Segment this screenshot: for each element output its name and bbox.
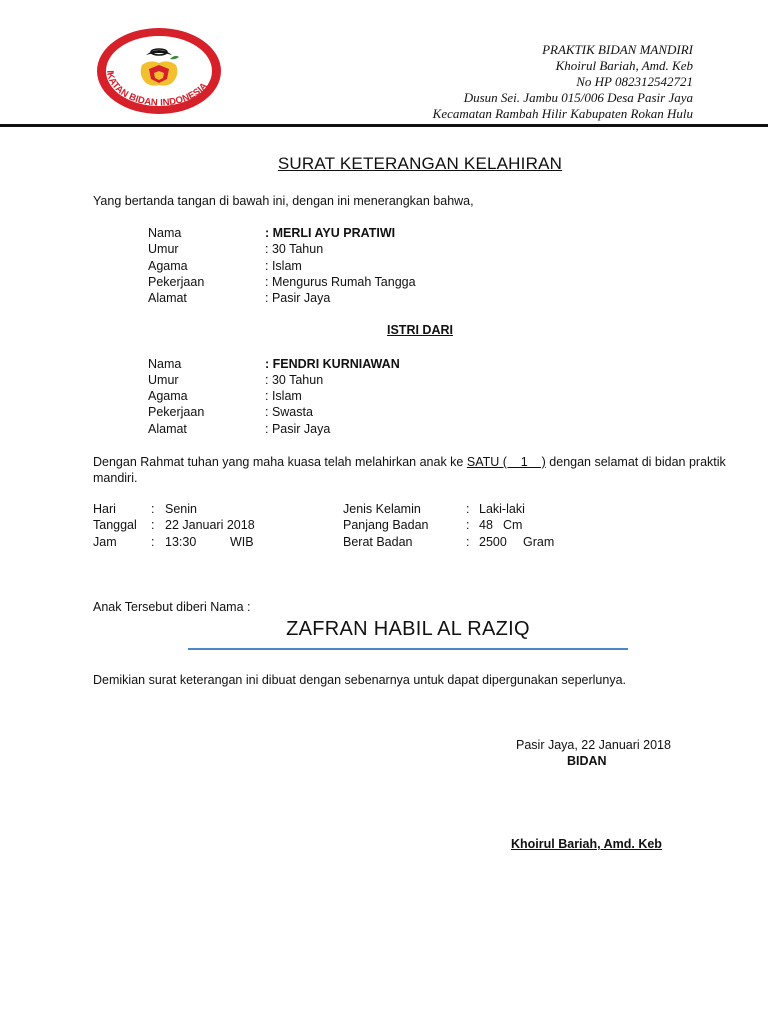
colon: :: [151, 535, 155, 549]
berat-badan-value: 2500: [479, 535, 507, 549]
colon: :: [466, 535, 470, 549]
tanggal-value: 22 Januari 2018: [165, 518, 255, 532]
letterhead-line: PRAKTIK BIDAN MANDIRI: [542, 42, 693, 57]
letterhead-line: No HP 082312542721: [576, 74, 693, 89]
panjang-badan-unit: Cm: [503, 518, 523, 532]
istri-dari-heading: ISTRI DARI: [387, 323, 453, 337]
panjang-badan-label: Panjang Badan: [343, 518, 429, 532]
letterhead-line: Khoirul Bariah, Amd. Keb: [555, 58, 693, 73]
intro-text: Yang bertanda tangan di bawah ini, dengan ini menerangkan bahwa,: [93, 194, 474, 208]
colon: :: [151, 502, 155, 516]
mother-umur-value: : 30 Tahun: [265, 242, 324, 256]
father-umur-value: : 30 Tahun: [265, 373, 324, 387]
panjang-badan-value: 48: [479, 518, 493, 532]
father-nama-label: Nama: [148, 357, 182, 371]
father-agama-label: Agama: [148, 389, 188, 403]
letterhead-line: Dusun Sei. Jambu 015/006 Desa Pasir Jaya: [463, 90, 693, 105]
signature-role: BIDAN: [567, 754, 607, 768]
mother-agama-label: Agama: [148, 259, 188, 273]
father-pekerjaan-label: Pekerjaan: [148, 405, 205, 419]
letterhead: [433, 42, 693, 122]
colon: :: [466, 502, 470, 516]
mother-pekerjaan-label: Pekerjaan: [148, 275, 205, 289]
signature-place-date: Pasir Jaya, 22 Januari 2018: [516, 738, 671, 752]
document-title: SURAT KETERANGAN KELAHIRAN: [277, 154, 563, 173]
child-name-label: Anak Tersebut diberi Nama :: [93, 600, 251, 614]
colon: :: [151, 518, 155, 532]
tanggal-label: Tanggal: [93, 518, 137, 532]
father-nama-value: : FENDRI KURNIAWAN: [265, 357, 400, 371]
father-alamat-value: : Pasir Jaya: [265, 422, 331, 436]
mother-nama-label: Nama: [148, 226, 182, 240]
mother-alamat-label: Alamat: [148, 291, 187, 305]
mother-alamat-value: : Pasir Jaya: [265, 291, 331, 305]
berat-badan-label: Berat Badan: [343, 535, 413, 549]
jenis-kelamin-value: Laki-laki: [479, 502, 525, 516]
father-agama-value: : Islam: [265, 389, 302, 403]
child-order: SATU ( 1 ): [466, 455, 546, 469]
mother-umur-label: Umur: [148, 242, 179, 256]
father-alamat-label: Alamat: [148, 422, 187, 436]
birth-statement: [93, 454, 726, 471]
jam-value: 13:30: [165, 535, 197, 549]
header-divider: [0, 124, 768, 127]
hari-value: Senin: [165, 502, 197, 516]
birth-statement-part1: Dengan Rahmat tuhan yang maha kuasa telah melahirkan anak ke: [93, 455, 464, 469]
jenis-kelamin-label: Jenis Kelamin: [343, 502, 421, 516]
berat-badan-unit: Gram: [523, 535, 555, 549]
birth-statement-part2: dengan selamat di bidan praktik: [549, 455, 726, 469]
mother-pekerjaan-value: : Mengurus Rumah Tangga: [265, 275, 416, 289]
logo-text: IKATAN BIDAN INDONESIA: [104, 70, 210, 109]
colon: :: [466, 518, 470, 532]
father-pekerjaan-value: : Swasta: [265, 405, 313, 419]
jam-unit: WIB: [230, 535, 254, 549]
jam-label: Jam: [93, 535, 117, 549]
hari-label: Hari: [93, 502, 116, 516]
father-umur-label: Umur: [148, 373, 179, 387]
child-name-underline: [188, 648, 628, 650]
signature-name: Khoirul Bariah, Amd. Keb: [511, 837, 662, 851]
birth-statement-line2: mandiri.: [93, 471, 138, 485]
mother-nama-value: : MERLI AYU PRATIWI: [265, 226, 396, 240]
mother-agama-value: : Islam: [265, 259, 302, 273]
closing-text: Demikian surat keterangan ini dibuat dengan sebenarnya untuk dapat dipergunakan seperlunya.: [93, 673, 627, 687]
child-name: ZAFRAN HABIL AL RAZIQ: [286, 618, 530, 640]
ikatan-bidan-logo: [94, 25, 224, 117]
letterhead-line: Kecamatan Rambah Hilir Kabupaten Rokan Hulu: [432, 106, 693, 121]
